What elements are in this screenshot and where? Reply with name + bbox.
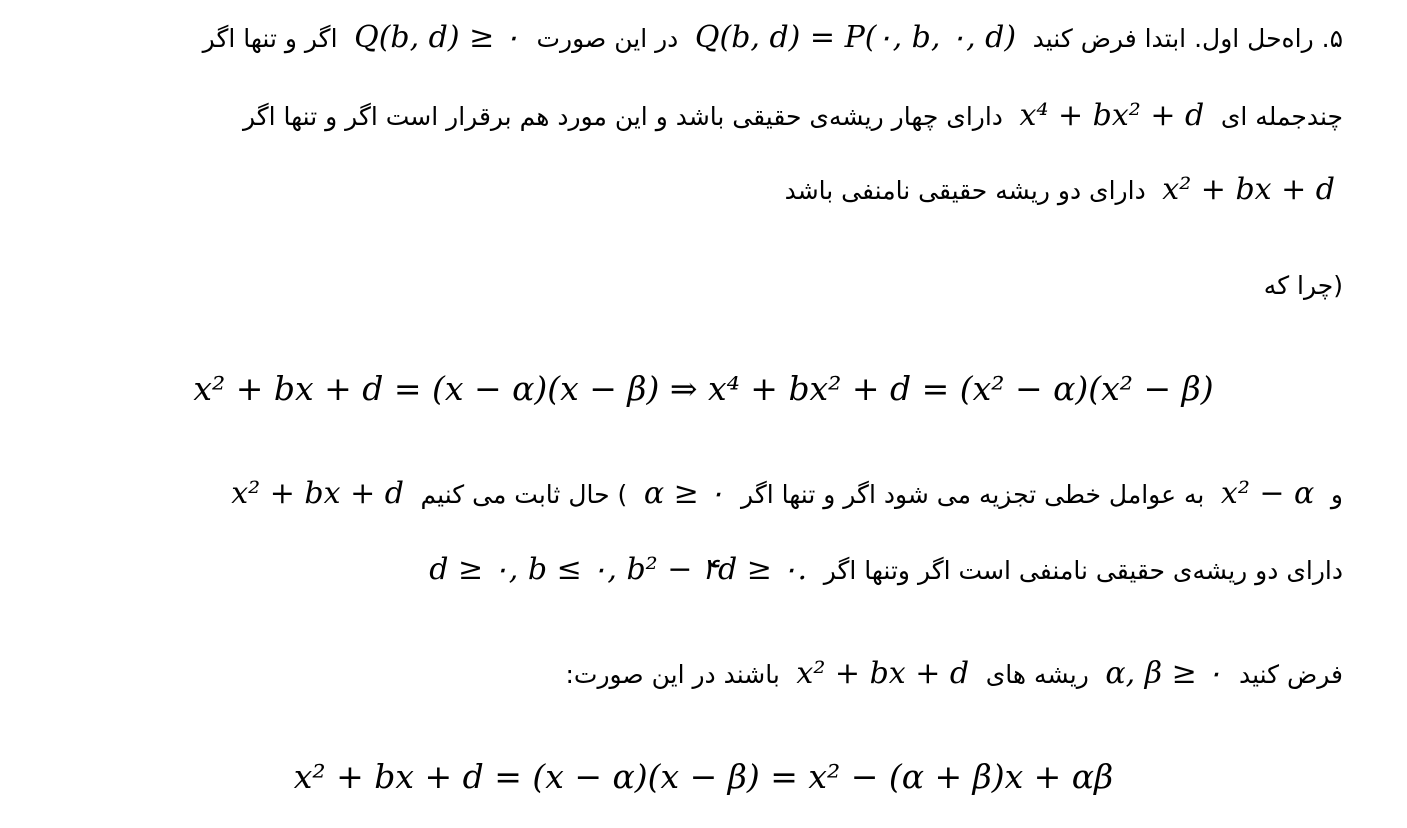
paragraph-3-line-1 (223, 474, 1343, 515)
display-equation-1: x² + bx + d = (x − α)(x − β) ⇒ x⁴ + bx² + d = (x² − α)(x² − β) (193, 369, 1214, 408)
text-segment: دارای چهار ریشه‌ی حقیقی باشد و این مورد هم برقرار است اگر و تنها اگر (242, 102, 1003, 131)
math-inline: x² + bx + d (796, 656, 970, 691)
math-inline: d ≥ ۰, b ≤ ۰, b² − ۴d ≥ ۰. (429, 552, 808, 587)
paragraph-4 (565, 654, 1343, 695)
math-inline: Q(b, d) = P(۰, b, ۰, d) (694, 20, 1017, 55)
paragraph-3-line-2 (421, 550, 1343, 591)
display-equation-2: x² + bx + d = (x − α)(x − β) = x² − (α + β)x + αβ (293, 757, 1114, 796)
text-segment: اگر و تنها اگر (202, 24, 338, 53)
text-segment: و (1330, 480, 1343, 509)
math-inline: α ≥ ۰ (643, 476, 725, 511)
text-segment: باشند در این صورت: (565, 660, 780, 689)
text-segment: ریشه های (985, 660, 1089, 689)
math-inline: x² − α (1220, 476, 1315, 511)
text-segment: چندجمله ای (1220, 102, 1343, 131)
text-segment: ) حال ثابت می کنیم (420, 480, 628, 509)
text-segment: دارای دو ریشه حقیقی نامنفی باشد (784, 176, 1146, 205)
math-inline: Q(b, d) ≥ ۰ (354, 20, 520, 55)
paragraph-2 (1264, 266, 1343, 306)
math-inline: x² + bx + d (1162, 172, 1335, 207)
text-segment: فرض کنید (1238, 660, 1343, 689)
math-inline: x² + bx + d (231, 476, 404, 511)
paragraph-1-line-2 (243, 96, 1343, 137)
text-segment: (چرا که (1263, 271, 1343, 300)
text-segment: به عوامل خطی تجزیه می شود اگر و تنها اگر (741, 480, 1205, 509)
math-inline: α, β ≥ ۰ (1105, 656, 1223, 691)
text-segment: دارای دو ریشه‌ی حقیقی نامنفی است اگر وتنها اگر (823, 556, 1343, 585)
math-inline: x⁴ + bx² + d (1019, 98, 1205, 133)
text-segment: در این صورت (536, 24, 679, 53)
paragraph-1-line-1 (203, 18, 1343, 59)
text-segment: ۵. راه‌حل اول. ابتدا فرض کنید (1032, 24, 1343, 53)
paragraph-1-line-3 (785, 170, 1343, 211)
